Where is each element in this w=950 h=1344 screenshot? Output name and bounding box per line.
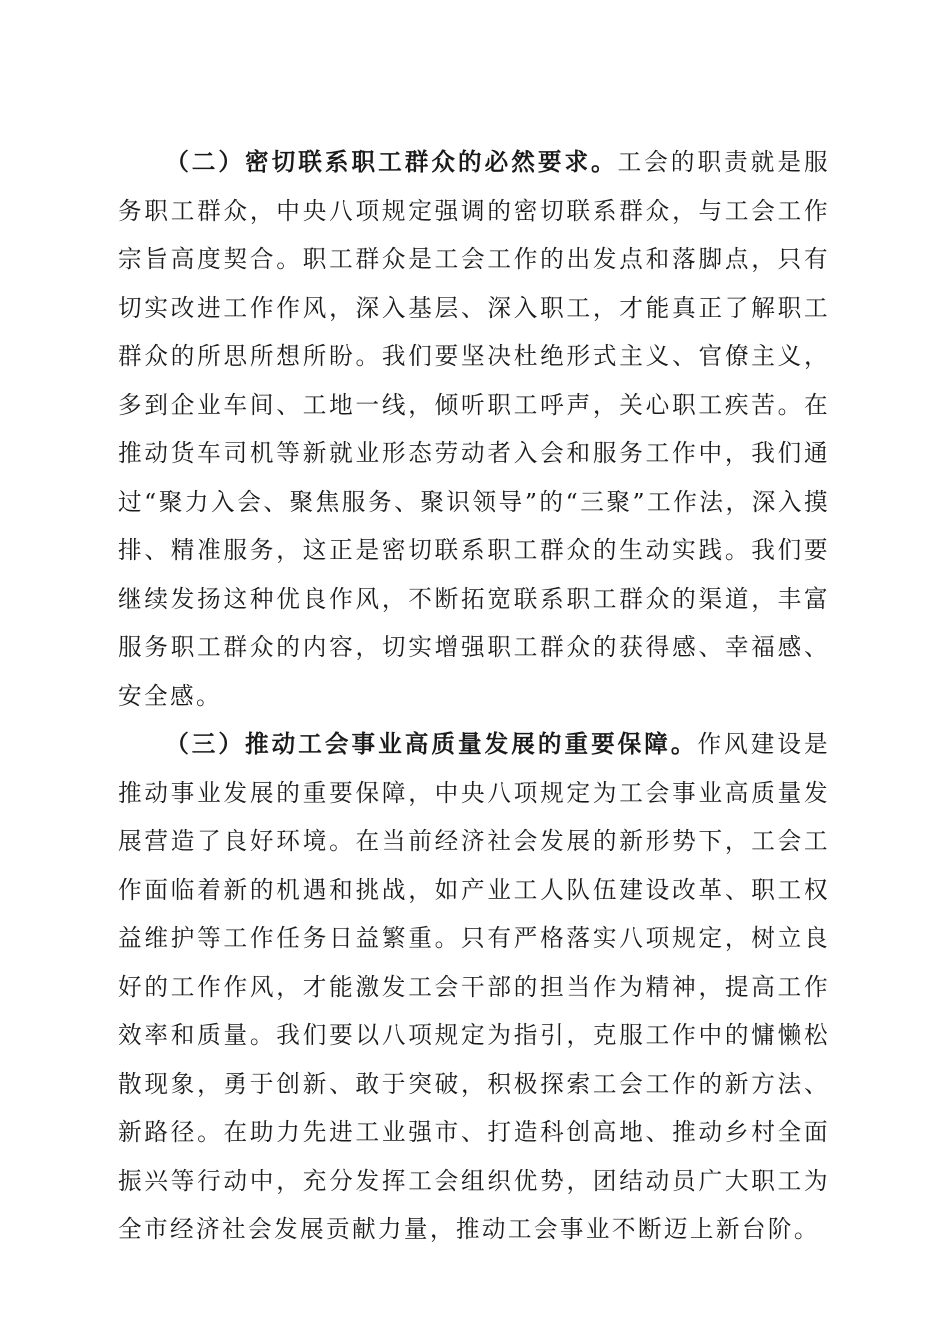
paragraph-2 <box>118 138 830 720</box>
paragraph-body: 作风建设是推动事业发展的重要保障，中央八项规定为工会事业高质量发展营造了良好环境。在当前经济社会发展的新形势下，工会工作面临着新的机遇和挑战，如产业工人队伍建设改革、职工权益维护等工作任务日益繁重。只有严格落实八项规定，树立良好的工作作风，才能激发工会干部的担当作为精神，提高工作效率和质量。我们要以八项规定为指引，克服工作中的慵懒松散现象，勇于创新、敢于突破，积极探索工会工作的新方法、新路径。在助力先进工业强市、打造科创高地、推动乡村全面振兴等行动中，充分发挥工会组织优势，团结动员广大职工为全市经济社会发展贡献力量，推动工会事业不断迈上新台阶。 <box>118 730 831 1243</box>
paragraph-heading: （二）密切联系职工群众的必然要求。 <box>165 148 618 176</box>
document-page <box>118 138 830 1254</box>
paragraph-3 <box>118 720 830 1254</box>
paragraph-body: 工会的职责就是服务职工群众，中央八项规定强调的密切联系群众，与工会工作宗旨高度契合。职工群众是工会工作的出发点和落脚点，只有切实改进工作作风，深入基层、深入职工，才能真正了解职工群众的所思所想所盼。我们要坚决杜绝形式主义、官僚主义，多到企业车间、工地一线，倾听职工呼声，关心职工疾苦。在推动货车司机等新就业形态劳动者入会和服务工作中，我们通过“聚力入会、聚焦服务、聚识领导”的“三聚”工作法，深入摸排、精准服务，这正是密切联系职工群众的生动实践。我们要继续发扬这种优良作风，不断拓宽联系职工群众的渠道，丰富服务职工群众的内容，切实增强职工群众的获得感、幸福感、安全感。 <box>118 148 830 710</box>
paragraph-heading: （三）推动工会事业高质量发展的重要保障。 <box>165 730 698 758</box>
